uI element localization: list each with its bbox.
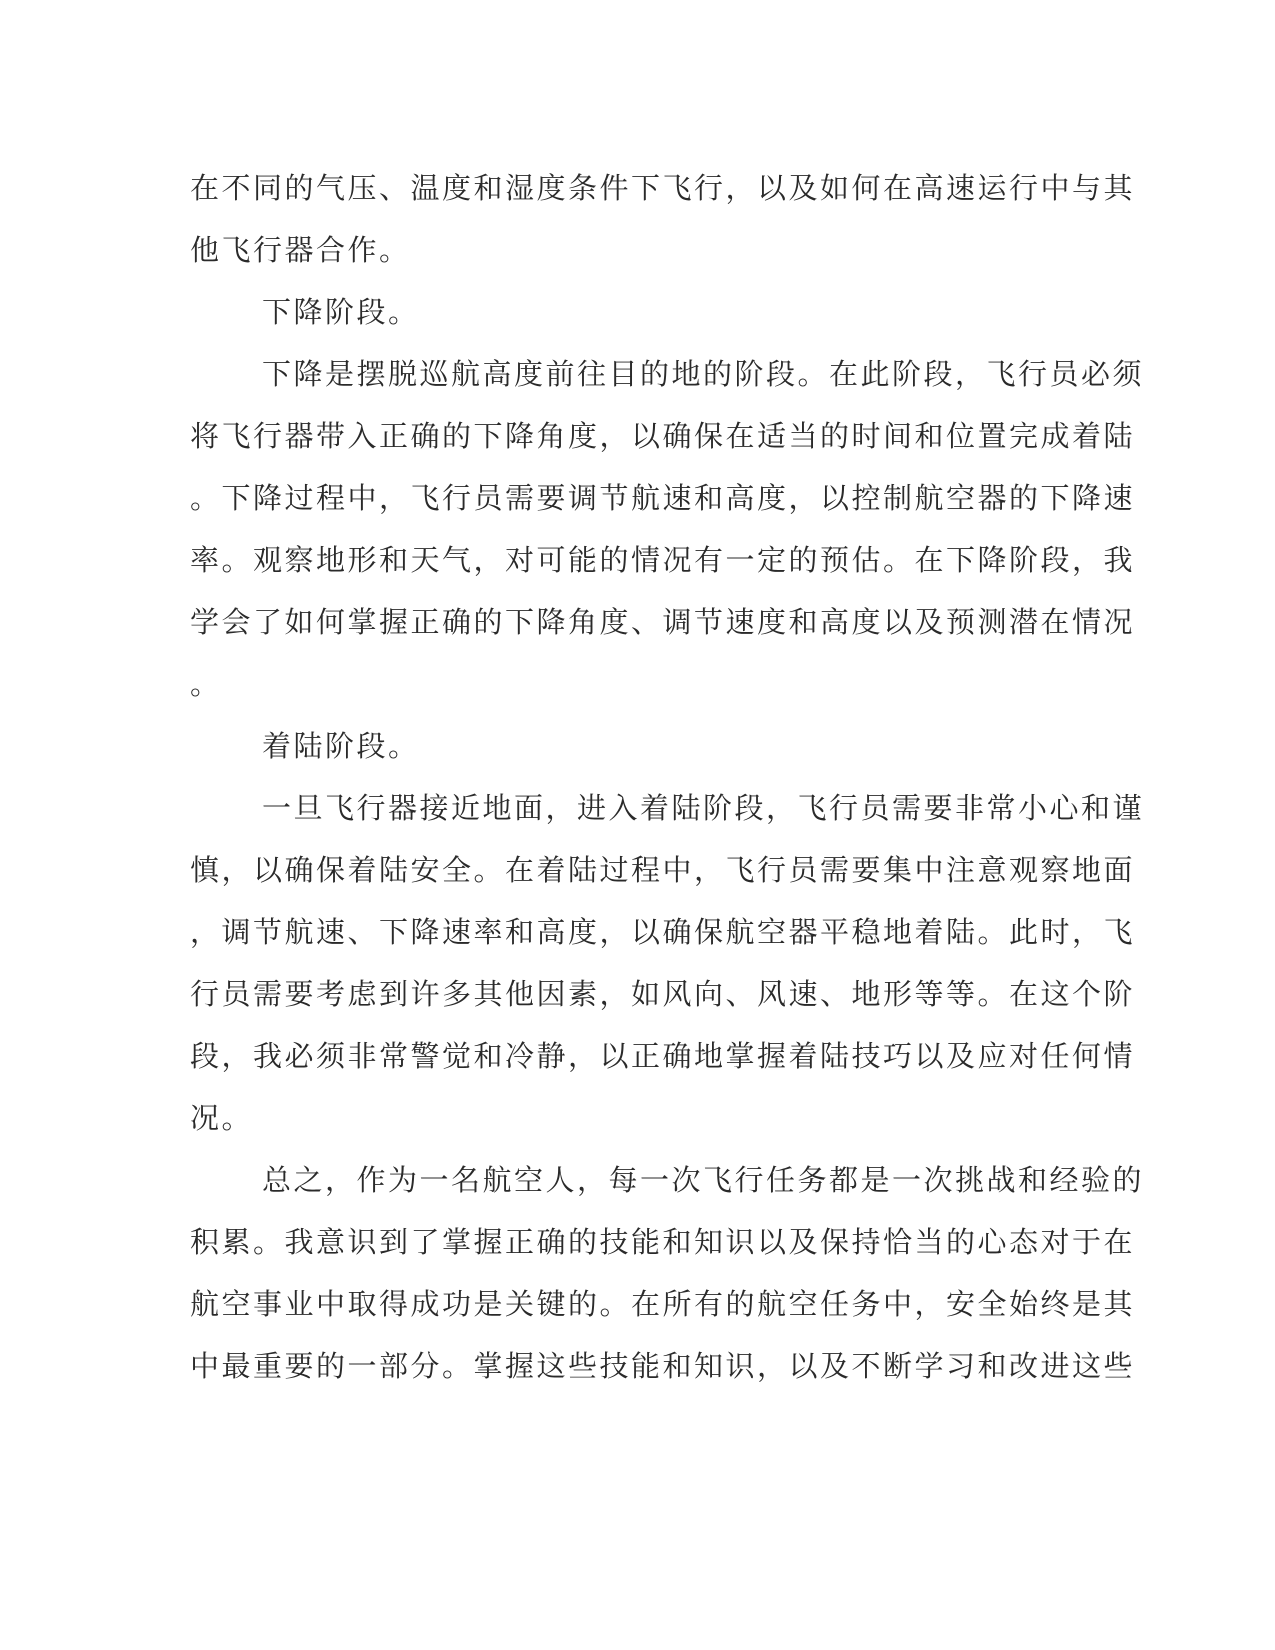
section-heading-landing: 着陆阶段。 — [262, 729, 420, 763]
text-line: 在不同的气压、温度和湿度条件下飞行，以及如何在高速运行中与其 — [190, 171, 1136, 205]
text-line: 他飞行器合作。 — [190, 233, 411, 267]
text-line: 中最重要的一部分。掌握这些技能和知识，以及不断学习和改进这些 — [190, 1349, 1136, 1383]
text-line: 将飞行器带入正确的下降角度，以确保在适当的时间和位置完成着陆 — [190, 419, 1136, 453]
text-line: 总之，作为一名航空人，每一次飞行任务都是一次挑战和经验的 — [262, 1163, 1145, 1197]
body-text — [190, 157, 1145, 1397]
text-line: 率。观察地形和天气，对可能的情况有一定的预估。在下降阶段，我 — [190, 543, 1136, 577]
text-line: 况。 — [190, 1101, 254, 1135]
text-line: 下降是摆脱巡航高度前往目的地的阶段。在此阶段，飞行员必须 — [262, 357, 1145, 391]
text-line: 。 — [190, 667, 222, 701]
text-line: 。下降过程中，飞行员需要调节航速和高度，以控制航空器的下降速 — [190, 481, 1136, 515]
text-line: 一旦飞行器接近地面，进入着陆阶段，飞行员需要非常小心和谨 — [262, 791, 1145, 825]
text-line: 行员需要考虑到许多其他因素，如风向、风速、地形等等。在这个阶 — [190, 977, 1136, 1011]
text-line: 慎，以确保着陆安全。在着陆过程中，飞行员需要集中注意观察地面 — [190, 853, 1136, 887]
text-line: ，调节航速、下降速率和高度，以确保航空器平稳地着陆。此时，飞 — [190, 915, 1136, 949]
text-line: 积累。我意识到了掌握正确的技能和知识以及保持恰当的心态对于在 — [190, 1225, 1136, 1259]
text-line: 段，我必须非常警觉和冷静，以正确地掌握着陆技巧以及应对任何情 — [190, 1039, 1136, 1073]
text-line: 学会了如何掌握正确的下降角度、调节速度和高度以及预测潜在情况 — [190, 605, 1136, 639]
section-heading-descent: 下降阶段。 — [262, 295, 420, 329]
text-line: 航空事业中取得成功是关键的。在所有的航空任务中，安全始终是其 — [190, 1287, 1136, 1321]
